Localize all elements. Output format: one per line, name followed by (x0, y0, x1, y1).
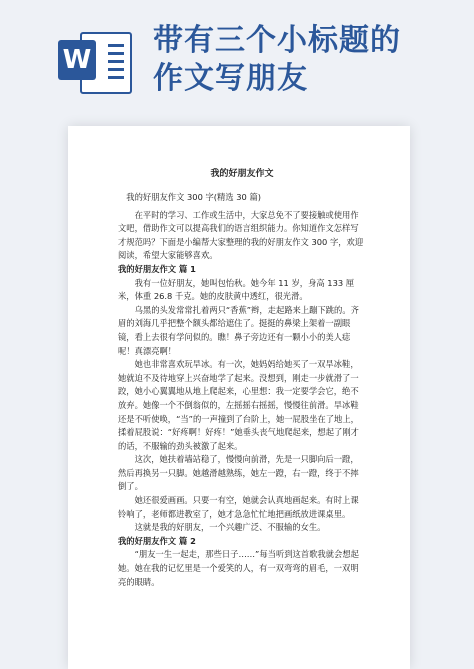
banner-title-line2: 作文写朋友 (153, 61, 308, 96)
word-logo-letter: W (58, 40, 96, 80)
paragraph: 这次，她扶着墙站稳了，慢慢向前滑，先是一只脚向后一蹬，然后再换另一只脚。她越滑越熟练，她左一蹬，右一蹬，终于不摔倒了。 (118, 454, 359, 492)
document-content (118, 166, 366, 589)
banner-title (153, 22, 453, 98)
paragraph-intro: 在平时的学习、工作或生活中，大家总免不了要接触或使用作文吧，借助作文可以提高我们的语言组织能力。你知道作文怎样写才规范吗？下面是小编帮大家整理的我的好朋友作文 300 字，欢迎阅读，希望大家能够喜欢。 (118, 209, 364, 261)
word-document-icon (58, 28, 130, 92)
section-heading-2: 我的好朋友作文 篇 2 (118, 535, 196, 546)
paragraph: 她也非常喜欢玩旱冰。有一次，她妈妈给她买了一双旱冰鞋，她就迫不及待地穿上兴奋地学了起来。没想到，刚走一步就滑了一跤，她小心翼翼地从地上爬起来，心里想：我一定要学会它，绝不放弃。她像一个不倒翁似的，左摇摇右摇摇，慢慢往前滑。旱冰鞋还是不听使唤，“当”的一声撞到了台阶上，她一屁股坐在了地上，揉着屁股说：“好疼啊！好疼！”她垂头丧气地爬起来，想起了刚才的话，不服输的劲头被激了起来。 (118, 359, 359, 451)
document-title: 我的好朋友作文 (210, 169, 274, 179)
paragraph: 她还很爱画画。只要一有空，她就会认真地画起来。有时上课铃响了，老师都进教室了，她才急急忙忙地把画纸放进课桌里。 (118, 495, 359, 519)
document-subtitle: 我的好朋友作文 300 字(精选 30 篇) (126, 192, 261, 202)
paragraph: 我有一位好朋友，她叫包怡秋。她今年 11 岁，身高 133 厘米，体重 26.8 千克。她的皮肤黄中透红，很光滑。 (118, 277, 355, 302)
section-heading-1: 我的好朋友作文 篇 1 (118, 263, 196, 274)
document-page (68, 126, 410, 669)
banner-title-line1: 带有三个小标题的 (153, 23, 401, 58)
banner (0, 0, 474, 118)
paragraph: “朋友一生一起走，那些日子……”每当听到这首歌我就会想起她。她在我的记忆里是一个爱笑的人，有一双弯弯的眉毛，一双明亮的眼睛。 (118, 549, 359, 587)
paragraph: 乌黑的头发常常扎着两只“香蕉”辫，走起路来上蹦下跳的。齐眉的刘海几乎把整个额头都给遮住了。挺挺的鼻梁上架着一副眼镜，看上去很有学问似的。瞧！鼻子旁边还有一颗小小的美人痣呢！真漂亮啊！ (118, 304, 359, 356)
paragraph: 这就是我的好朋友，一个兴趣广泛、不服输的女生。 (134, 522, 326, 533)
